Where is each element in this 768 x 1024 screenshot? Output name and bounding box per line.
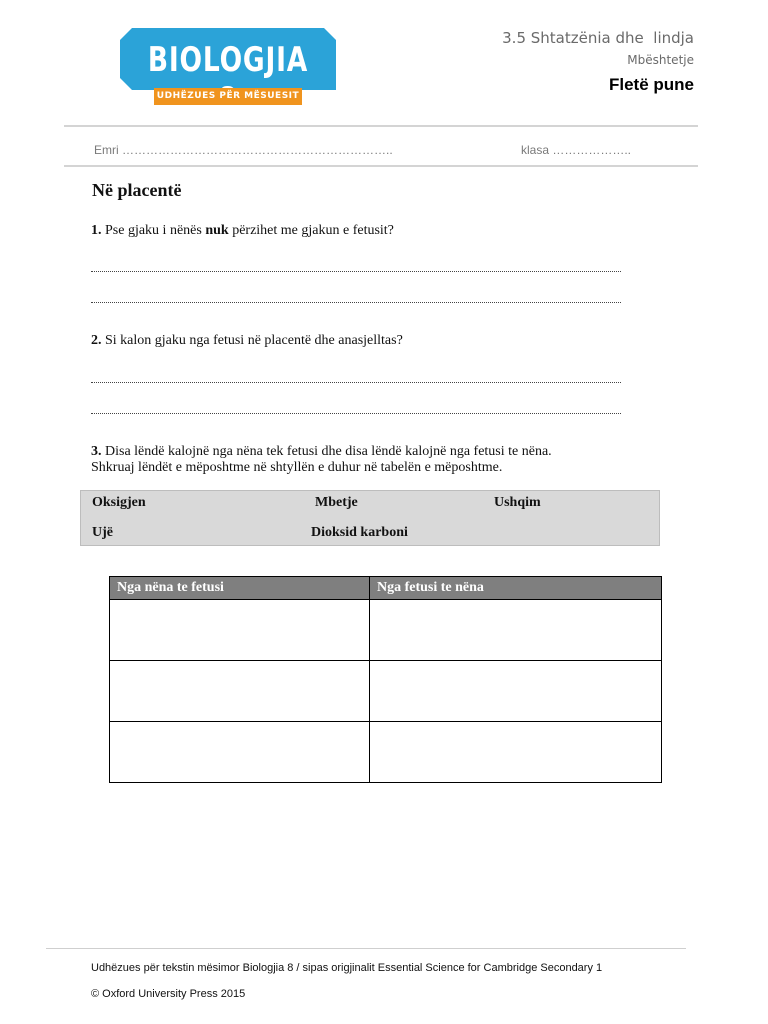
question-3 xyxy=(91,444,552,476)
question-1 xyxy=(91,223,394,239)
word-bank-item[interactable]: Ujë xyxy=(92,525,113,540)
logo-title: BIOLOGJIA xyxy=(147,40,309,80)
word-bank-item[interactable]: Mbetje xyxy=(315,495,358,510)
footer-copyright: © Oxford University Press 2015 xyxy=(91,988,246,1000)
divider xyxy=(64,125,698,127)
logo xyxy=(120,28,336,106)
answer-table xyxy=(109,576,662,783)
word-bank-item[interactable]: Dioksid karboni xyxy=(311,525,408,540)
question-text: Pse gjaku i nënës xyxy=(101,223,206,238)
lesson-title: 3.5 Shtatzënia dhe lindja xyxy=(502,29,694,47)
logo-subtitle: UDHËZUES PËR MËSUESIT xyxy=(154,88,302,105)
question-number: 3. xyxy=(91,444,102,459)
question-text: Disa lëndë kalojnë nga nëna tek fetusi dhe disa lëndë kalojnë nga fetusi te nëna. xyxy=(101,444,552,459)
word-bank-item[interactable]: Oksigjen xyxy=(92,495,146,510)
class-field[interactable]: klasa ……………….. xyxy=(521,143,632,157)
question-instruction: Shkruaj lëndët e mëposhtme në shtyllën e duhur në tabelën e mëposhtme. xyxy=(91,460,503,475)
table-cell[interactable] xyxy=(370,722,662,783)
word-bank xyxy=(80,490,660,546)
answer-line[interactable] xyxy=(91,380,621,383)
answer-line[interactable] xyxy=(91,411,621,414)
column-header-fetus-to-mother: Nga fetusi te nëna xyxy=(370,577,662,600)
question-number: 2. xyxy=(91,333,102,348)
question-number: 1. xyxy=(91,223,102,238)
support-label: Mbështetje xyxy=(627,53,694,67)
table-header-row xyxy=(110,577,662,600)
question-emphasis: nuk xyxy=(205,223,229,238)
footer-source: Udhëzues për tekstin mësimor Biologjia 8 / sipas origjinalit Essential Science for Cambridge Secondary 1 xyxy=(91,962,603,974)
word-bank-item[interactable]: Ushqim xyxy=(494,495,541,510)
table-row xyxy=(110,722,662,783)
table-cell[interactable] xyxy=(110,600,370,661)
divider xyxy=(64,165,698,167)
column-header-mother-to-fetus: Nga nëna te fetusi xyxy=(110,577,370,600)
question-text: Si kalon gjaku nga fetusi në placentë dhe anasjelltas? xyxy=(101,333,403,348)
page-title: Në placentë xyxy=(92,180,182,200)
table-cell[interactable] xyxy=(110,661,370,722)
answer-line[interactable] xyxy=(91,269,621,272)
table-row xyxy=(110,661,662,722)
table-cell[interactable] xyxy=(370,600,662,661)
footer-divider xyxy=(46,948,686,949)
name-field[interactable]: Emri ………………………………………………………….. xyxy=(94,143,393,157)
table-cell[interactable] xyxy=(110,722,370,783)
table-row xyxy=(110,600,662,661)
table-cell[interactable] xyxy=(370,661,662,722)
worksheet-label: Fletë pune xyxy=(608,75,694,94)
question-text: përzihet me gjakun e fetusit? xyxy=(228,223,394,238)
answer-line[interactable] xyxy=(91,300,621,303)
question-2 xyxy=(91,333,403,349)
